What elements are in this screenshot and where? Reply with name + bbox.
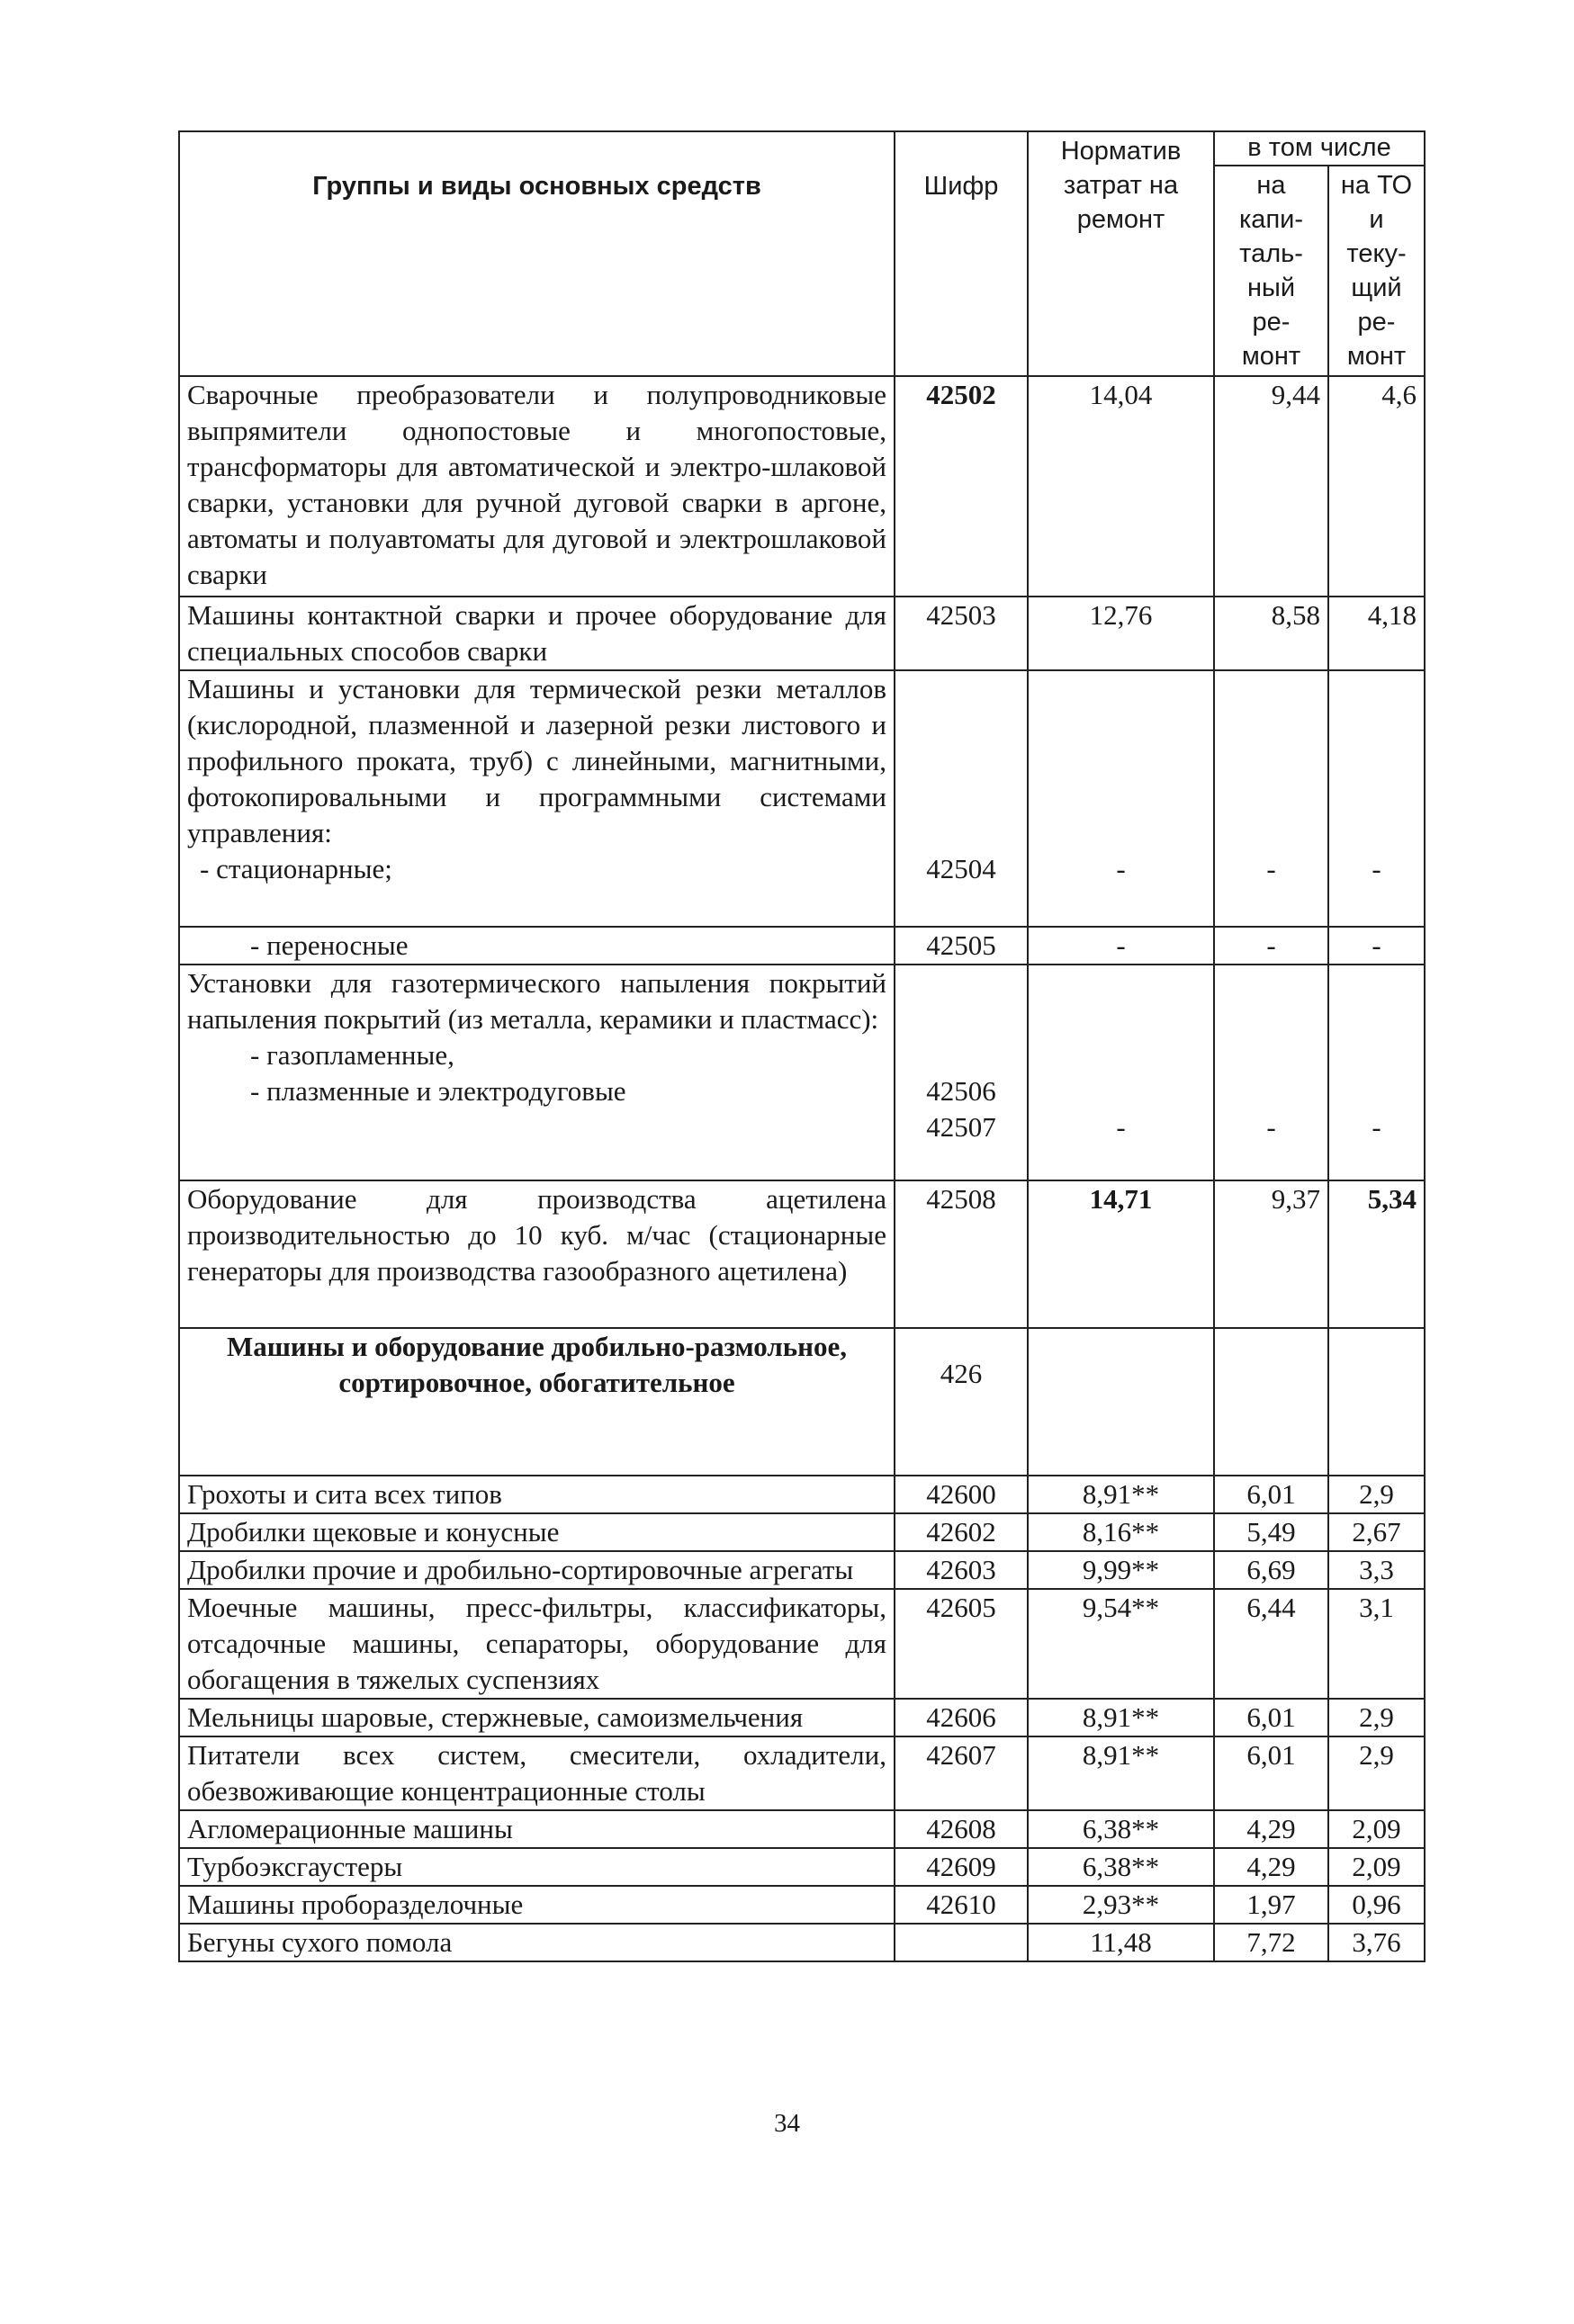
- row-code: 42605: [895, 1589, 1028, 1699]
- row-to: 5,34: [1328, 1180, 1425, 1328]
- row-to: 2,67: [1328, 1513, 1425, 1551]
- row-norm: 6,38**: [1028, 1810, 1214, 1848]
- row-capital: 4,29: [1214, 1810, 1328, 1848]
- header-norm: Норматив затрат на ремонт: [1028, 131, 1214, 376]
- row-name: Машины контактной сварки и прочее оборудование для специальных способов сварки: [179, 597, 895, 670]
- row-code: 42504: [895, 670, 1028, 927]
- table-row: [179, 597, 1425, 670]
- row-name: Питатели всех систем, смесители, охладители, обезвоживающие концентрационные столы: [179, 1736, 895, 1810]
- row-capital: 6,01: [1214, 1736, 1328, 1810]
- row-code: 42602: [895, 1513, 1028, 1551]
- row-subitem: - плазменные и электродуговые: [250, 1075, 626, 1107]
- row-name: Бегуны сухого помола: [179, 1924, 895, 1961]
- row-name: Турбоэксгаустеры: [179, 1848, 895, 1886]
- row-capital: 6,01: [1214, 1699, 1328, 1736]
- row-to: 4,6: [1328, 376, 1425, 597]
- row-to: 3,1: [1328, 1589, 1425, 1699]
- table-row: [179, 670, 1425, 927]
- row-subitem: - газопламенные,: [250, 1039, 454, 1071]
- row-code: 42502: [895, 376, 1028, 597]
- row-norm: 8,91**: [1028, 1736, 1214, 1810]
- table-row: [179, 1810, 1425, 1848]
- row-norm: 6,38**: [1028, 1848, 1214, 1886]
- table-row: [179, 1886, 1425, 1924]
- row-to: -: [1328, 927, 1425, 965]
- row-code: 42608: [895, 1810, 1028, 1848]
- row-norm: 12,76: [1028, 597, 1214, 670]
- table-row: [179, 1589, 1425, 1699]
- row-capital: 9,37: [1214, 1180, 1328, 1328]
- row-capital: 6,69: [1214, 1551, 1328, 1589]
- header-code: Шифр: [895, 131, 1028, 376]
- row-norm: 8,16**: [1028, 1513, 1214, 1551]
- header-name: Группы и виды основных средств: [179, 131, 895, 376]
- row-norm: 14,71: [1028, 1180, 1214, 1328]
- row-capital: 8,58: [1214, 597, 1328, 670]
- row-to: 2,09: [1328, 1848, 1425, 1886]
- row-norm: 11,48: [1028, 1924, 1214, 1961]
- row-code: 42610: [895, 1886, 1028, 1924]
- row-to: 2,9: [1328, 1736, 1425, 1810]
- empty-cell: [1328, 1328, 1425, 1476]
- row-capital: 6,01: [1214, 1476, 1328, 1513]
- row-subitem: - стационарные;: [200, 853, 392, 884]
- row-norm: 9,99**: [1028, 1551, 1214, 1589]
- row-norm: 14,04: [1028, 376, 1214, 597]
- table-row: [179, 1513, 1425, 1551]
- row-capital: -: [1214, 927, 1328, 965]
- header-to-current: на ТО и теку- щий ре- монт: [1328, 166, 1425, 376]
- table-row: [179, 1699, 1425, 1736]
- row-code: 42508: [895, 1180, 1028, 1328]
- row-code: 42609: [895, 1848, 1028, 1886]
- row-to: 4,18: [1328, 597, 1425, 670]
- norms-table: [178, 130, 1426, 1962]
- row-to: 0,96: [1328, 1886, 1425, 1924]
- table-row: [179, 376, 1425, 597]
- table-row: [179, 1180, 1425, 1328]
- row-capital: 4,29: [1214, 1848, 1328, 1886]
- row-capital: -: [1214, 965, 1328, 1180]
- row-name: Мельницы шаровые, стержневые, самоизмельчения: [179, 1699, 895, 1736]
- row-to: 2,09: [1328, 1810, 1425, 1848]
- table-row: [179, 1848, 1425, 1886]
- row-norm: -: [1028, 927, 1214, 965]
- header-including: в том числе: [1214, 131, 1425, 166]
- header-capital: на капи- таль- ный ре- монт: [1214, 166, 1328, 376]
- table-row: [179, 1736, 1425, 1810]
- table-row: [179, 1551, 1425, 1589]
- row-capital: 6,44: [1214, 1589, 1328, 1699]
- row-norm: 9,54**: [1028, 1589, 1214, 1699]
- row-to: -: [1328, 965, 1425, 1180]
- row-to: 2,9: [1328, 1476, 1425, 1513]
- row-code: 42505: [895, 927, 1028, 965]
- row-to: 3,76: [1328, 1924, 1425, 1961]
- row-capital: -: [1214, 670, 1328, 927]
- row-norm: 2,93**: [1028, 1886, 1214, 1924]
- row-name: Грохоты и сита всех типов: [179, 1476, 895, 1513]
- row-name: Моечные машины, пресс-фильтры, классификаторы, отсадочные машины, сепараторы, оборудование для обогащения в тяжелых суспензиях: [179, 1589, 895, 1699]
- row-name: Машины проборазделочные: [179, 1886, 895, 1924]
- empty-cell: [1028, 1328, 1214, 1476]
- row-to: -: [1328, 670, 1425, 927]
- row-to: 3,3: [1328, 1551, 1425, 1589]
- table-row: [179, 927, 1425, 965]
- page-number: 34: [774, 2109, 800, 2138]
- row-norm: -: [1028, 670, 1214, 927]
- row-code: 42506 42507: [895, 965, 1028, 1180]
- row-code: 42606: [895, 1699, 1028, 1736]
- row-name: [179, 927, 895, 965]
- row-subitem: - переносные: [250, 929, 409, 961]
- empty-cell: [1214, 1328, 1328, 1476]
- row-norm: 8,91**: [1028, 1699, 1214, 1736]
- row-norm: 8,91**: [1028, 1476, 1214, 1513]
- group-row: [179, 1328, 1425, 1476]
- group-code: 426: [895, 1328, 1028, 1476]
- group-title: Машины и оборудование дробильно-размольное, сортировочное, обогатительное: [179, 1328, 895, 1476]
- table-row: [179, 1924, 1425, 1961]
- row-code: 42603: [895, 1551, 1028, 1589]
- row-norm: -: [1028, 965, 1214, 1180]
- row-capital: 5,49: [1214, 1513, 1328, 1551]
- row-code: [895, 1924, 1028, 1961]
- row-name: Сварочные преобразователи и полупроводниковые выпрямители однопостовые и многопостовые, трансформаторы для автоматической и электро-шлаковой сварки, установки для ручной дуговой сварки в аргоне, автоматы и полуавтоматы для дуговой и электрошлаковой сварки: [179, 376, 895, 597]
- row-code: 42503: [895, 597, 1028, 670]
- row-capital: 7,72: [1214, 1924, 1328, 1961]
- row-code: 42607: [895, 1736, 1028, 1810]
- row-capital: 9,44: [1214, 376, 1328, 597]
- table-row: [179, 1476, 1425, 1513]
- row-name: Дробилки щековые и конусные: [179, 1513, 895, 1551]
- row-name: Установки для газотермического напыления покрытий напыления покрытий (из металла, керамики и пластмасс): - газопламенные, - плазменные и электродуговые: [179, 965, 895, 1180]
- table-row: [179, 965, 1425, 1180]
- row-name: Дробилки прочие и дробильно-сортировочные агрегаты: [179, 1551, 895, 1589]
- row-capital: 1,97: [1214, 1886, 1328, 1924]
- row-name: Машины и установки для термической резки металлов (кислородной, плазменной и лазерной резки листового и профильного проката, труб) с линейными, магнитными, фотокопировальными и программными системами управления: - стационарные;: [179, 670, 895, 927]
- row-to: 2,9: [1328, 1699, 1425, 1736]
- row-code: 42600: [895, 1476, 1028, 1513]
- row-name: Агломерационные машины: [179, 1810, 895, 1848]
- row-name: Оборудование для производства ацетилена производительностью до 10 куб. м/час (стационарные генераторы для производства газообразного ацетилена): [179, 1180, 895, 1328]
